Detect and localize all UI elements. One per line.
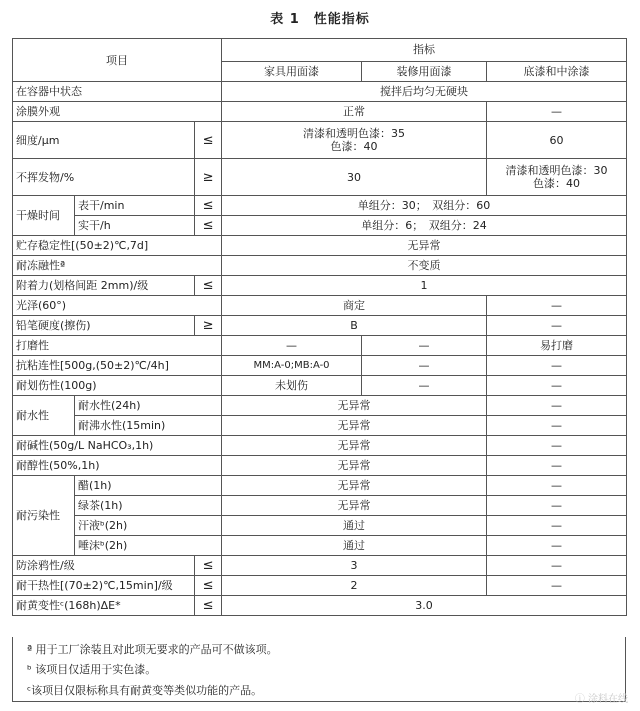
table-row <box>13 256 627 276</box>
row-dash: — <box>487 456 627 476</box>
row-value: 3 <box>222 556 487 576</box>
row-label: 贮存稳定性[(50±2)℃,7d] <box>13 236 222 256</box>
row-value: 无异常 <box>222 496 487 516</box>
watermark: ⓘ 涂料在线 <box>574 694 628 705</box>
row-symbol: ≤ <box>195 276 222 296</box>
table-row <box>13 576 627 596</box>
row-value: 1 <box>222 276 627 296</box>
row-sublabel: 实干/h <box>75 216 195 236</box>
row-symbol: ≤ <box>195 556 222 576</box>
row-sublabel: 表干/min <box>75 196 195 216</box>
row-value: 30 <box>222 159 487 196</box>
table-row <box>13 336 627 356</box>
row-value-line: 清漆和透明色漆：30 <box>505 164 608 177</box>
row-value: — <box>362 376 487 396</box>
row-label: 耐醇性(50%,1h) <box>13 456 222 476</box>
row-dash: — <box>487 416 627 436</box>
table-row <box>13 102 627 122</box>
row-value: 商定 <box>222 296 487 316</box>
table-row <box>13 122 627 159</box>
table-row <box>13 396 627 416</box>
row-value <box>222 122 487 159</box>
row-label: 附着力(划格间距 2mm)/级 <box>13 276 195 296</box>
row-value: — <box>362 336 487 356</box>
table-row <box>13 216 627 236</box>
row-value: — <box>487 376 627 396</box>
row-label: 耐水性 <box>13 396 75 436</box>
row-value-line: 色漆：40 <box>533 177 581 190</box>
table-row <box>13 476 627 496</box>
row-symbol: ≥ <box>195 159 222 196</box>
row-value: 无异常 <box>222 476 487 496</box>
row-label: 耐污染性 <box>13 476 75 556</box>
row-value: 无异常 <box>222 236 627 256</box>
row-value: 不变质 <box>222 256 627 276</box>
row-label: 耐干热性[(70±2)℃,15min]/级 <box>13 576 195 596</box>
footnotes <box>12 637 628 705</box>
row-value: 通过 <box>222 516 487 536</box>
row-label: 不挥发物/% <box>13 159 195 196</box>
row-value <box>487 159 627 196</box>
row-dash: — <box>487 102 627 122</box>
row-sublabel: 耐沸水性(15min) <box>75 416 222 436</box>
row-value: 无异常 <box>222 416 487 436</box>
row-dash: — <box>487 576 627 596</box>
table-row <box>13 536 627 556</box>
row-label: 干燥时间 <box>13 196 75 236</box>
table-row <box>13 236 627 256</box>
table-row <box>13 436 627 456</box>
row-dash: — <box>487 496 627 516</box>
row-dash: — <box>487 436 627 456</box>
row-value-line: 色漆：40 <box>330 140 378 153</box>
table-row <box>13 496 627 516</box>
row-dash: — <box>487 296 627 316</box>
row-symbol: ≤ <box>195 216 222 236</box>
table-row <box>13 596 627 616</box>
table-row <box>13 356 627 376</box>
row-label: 耐划伤性(100g) <box>13 376 222 396</box>
row-dash: — <box>487 476 627 496</box>
row-value: 单组分：6； 双组分：24 <box>222 216 627 236</box>
row-label: 细度/μm <box>13 122 195 159</box>
table-row <box>13 416 627 436</box>
row-value: 正常 <box>222 102 487 122</box>
table-row <box>13 456 627 476</box>
row-symbol: ≤ <box>195 122 222 159</box>
row-dash: — <box>487 536 627 556</box>
footnote-a: ª 用于工厂涂装且对此项无要求的产品可不做该项。 <box>27 643 278 656</box>
row-value: 通过 <box>222 536 487 556</box>
row-label: 在容器中状态 <box>13 82 222 102</box>
row-label: 耐碱性(50g/L NaHCO₃,1h) <box>13 436 222 456</box>
header-col2: 装修用面漆 <box>362 61 487 81</box>
row-value: 搅拌后均匀无硬块 <box>222 82 627 102</box>
row-value-line: 清漆和透明色漆：35 <box>303 127 406 140</box>
table-row <box>13 276 627 296</box>
table-title: 表 1 性能指标 <box>270 12 370 27</box>
row-value: — <box>222 336 362 356</box>
table-row <box>13 82 627 102</box>
row-sublabel: 绿茶(1h) <box>75 496 222 516</box>
performance-table <box>12 38 627 616</box>
row-value: 2 <box>222 576 487 596</box>
row-value: 60 <box>487 122 627 159</box>
footnote-b: ᵇ 该项目仅适用于实色漆。 <box>27 663 157 676</box>
header-group: 指标 <box>222 39 627 62</box>
row-sublabel: 唾沫ᵇ(2h) <box>75 536 222 556</box>
row-value: 无异常 <box>222 396 487 416</box>
row-symbol: ≤ <box>195 596 222 616</box>
header-item: 项目 <box>13 39 222 82</box>
row-sublabel: 醋(1h) <box>75 476 222 496</box>
row-sublabel: 耐水性(24h) <box>75 396 222 416</box>
row-value: 未划伤 <box>222 376 362 396</box>
table-row <box>13 376 627 396</box>
row-label: 铅笔硬度(擦伤) <box>13 316 195 336</box>
row-value: 3.0 <box>222 596 627 616</box>
table-row <box>13 296 627 316</box>
row-value: — <box>362 356 487 376</box>
table-row <box>13 196 627 216</box>
header-col1: 家具用面漆 <box>222 61 362 81</box>
row-label: 打磨性 <box>13 336 222 356</box>
row-value: MM:A-0;MB:A-0 <box>222 356 362 376</box>
table-row <box>13 556 627 576</box>
row-symbol: ≤ <box>195 196 222 216</box>
row-dash: — <box>487 516 627 536</box>
row-value: B <box>222 316 487 336</box>
row-value: 单组分：30； 双组分：60 <box>222 196 627 216</box>
row-symbol: ≤ <box>195 576 222 596</box>
row-dash: — <box>487 316 627 336</box>
row-value: — <box>487 356 627 376</box>
row-symbol: ≥ <box>195 316 222 336</box>
header-col3: 底漆和中涂漆 <box>487 61 627 81</box>
row-value: 无异常 <box>222 436 487 456</box>
row-label: 光泽(60°) <box>13 296 222 316</box>
row-value: 易打磨 <box>487 336 627 356</box>
table-row <box>13 516 627 536</box>
header-row <box>13 39 627 62</box>
row-label: 涂膜外观 <box>13 102 222 122</box>
table-row <box>13 316 627 336</box>
row-label: 防涂鸦性/级 <box>13 556 195 576</box>
row-dash: — <box>487 396 627 416</box>
row-sublabel: 汗液ᵇ(2h) <box>75 516 222 536</box>
row-dash: — <box>487 556 627 576</box>
row-label: 耐冻融性ª <box>13 256 222 276</box>
row-label: 抗粘连性[500g,(50±2)℃/4h] <box>13 356 222 376</box>
row-label: 耐黄变性ᶜ(168h)ΔE* <box>13 596 195 616</box>
row-value: 无异常 <box>222 456 487 476</box>
performance-table-wrapper <box>12 38 626 616</box>
footnote-c: ᶜ该项目仅限标称具有耐黄变等类似功能的产品。 <box>27 684 263 697</box>
table-row <box>13 159 627 196</box>
